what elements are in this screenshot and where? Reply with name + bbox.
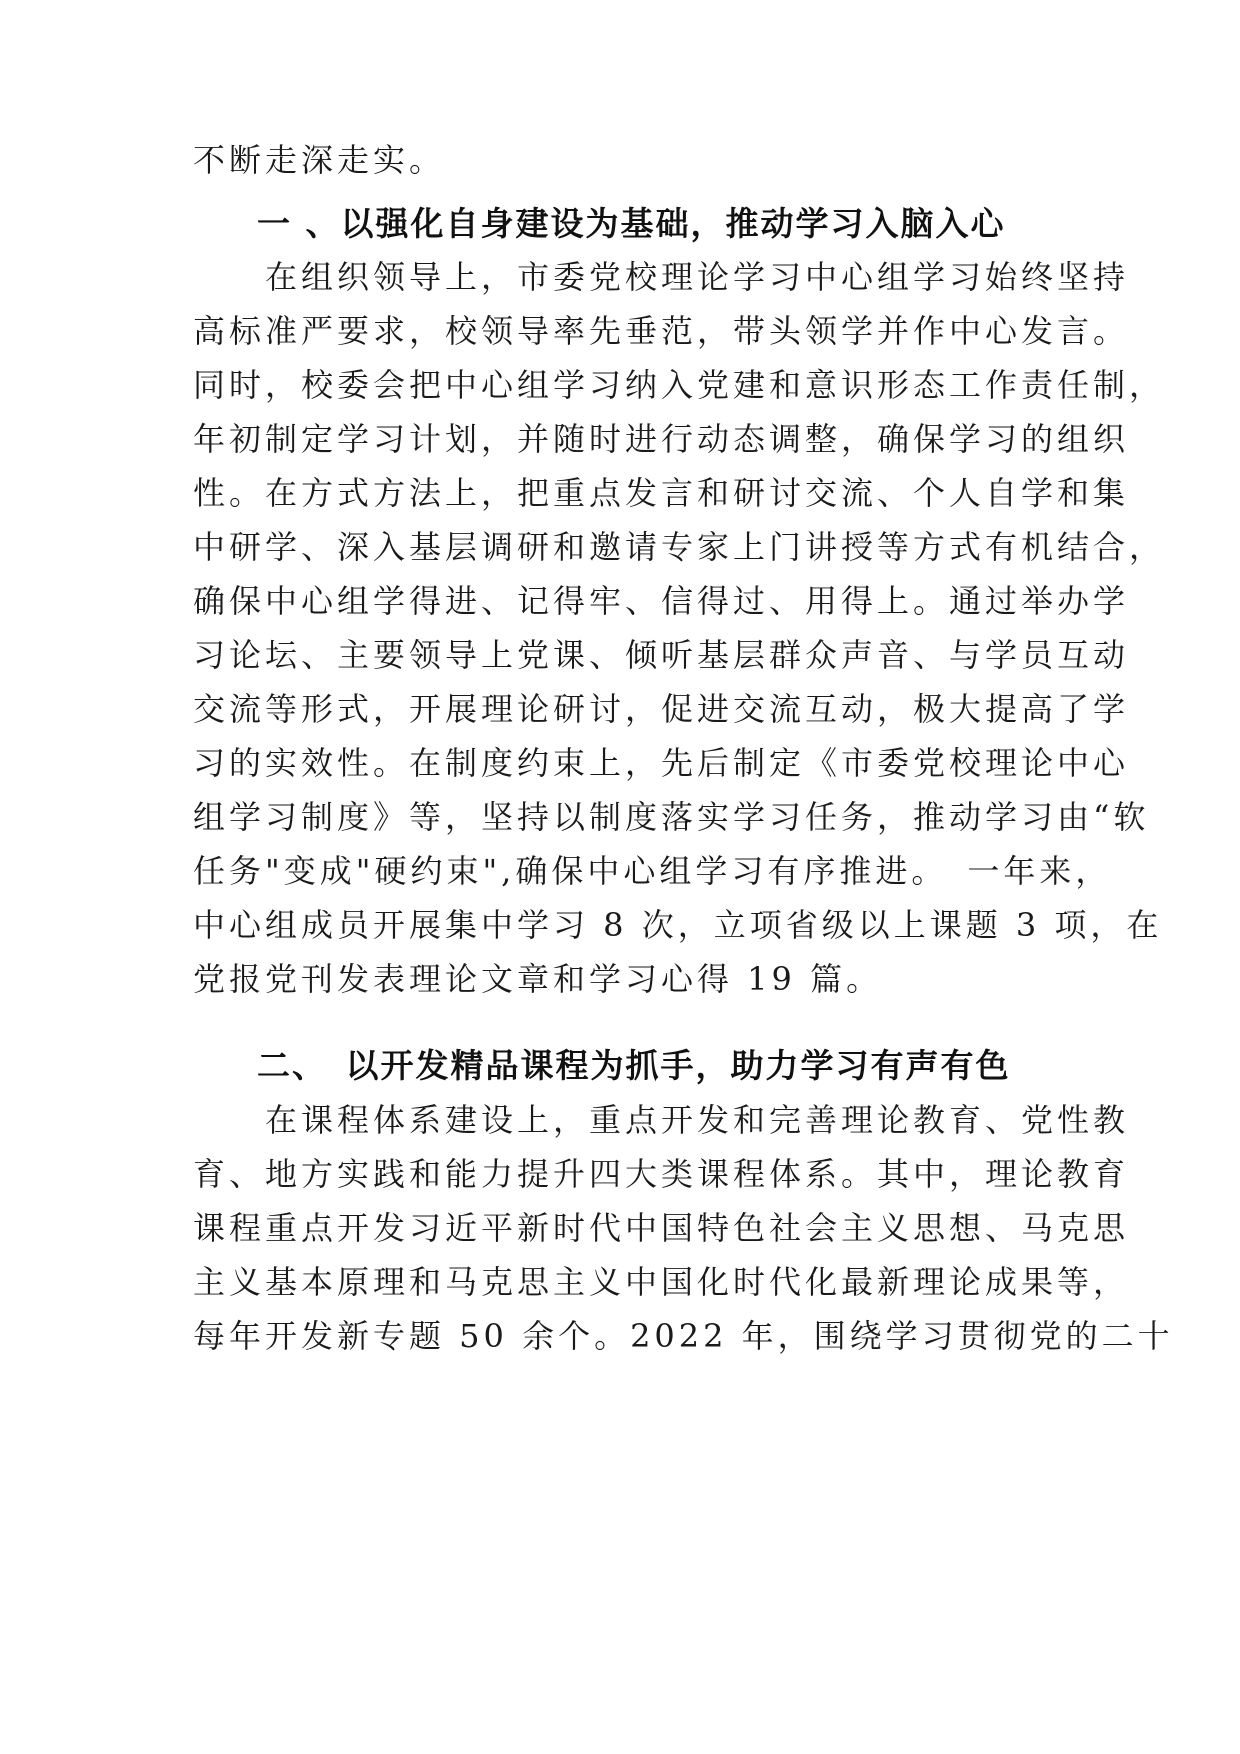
paragraph-line: 在课程体系建设上，重点开发和完善理论教育、党性教 [193,1101,1130,1139]
paragraph-line: 性。在方式方法上，把重点发言和研讨交流、个人自学和集 [193,474,1130,512]
paragraph-line: 年初制定学习计划，并随时进行动态调整，确保学习的组织 [193,420,1130,458]
paragraph-line: 同时，校委会把中心组学习纳入党建和意识形态工作责任制， [193,366,1166,404]
section-1-heading: 一 、以强化自身建设为基础，推动学习入脑入心 [257,204,1006,243]
paragraph-line: 高标准严要求，校领导率先垂范，带头领学并作中心发言。 [193,312,1130,350]
paragraph-line: 中心组成员开展集中学习 8 次，立项省级以上课题 3 项，在 [193,906,1163,944]
paragraph-line: 组学习制度》等，坚持以制度落实学习任务，推动学习由“软 [193,798,1150,836]
section-2-heading: 二、 以开发精品课程为抓手，助力学习有声有色 [257,1046,1011,1085]
paragraph-line: 课程重点开发习近平新时代中国特色社会主义思想、马克思 [193,1209,1130,1247]
paragraph-line: 每年开发新专题 50 余个。2022 年，围绕学习贯彻党的二十 [193,1317,1174,1355]
paragraph-line: 育、地方实践和能力提升四大类课程体系。其中，理论教育 [193,1155,1130,1193]
intro-line: 不断走深走实。 [193,141,446,179]
paragraph-line: 主义基本原理和马克思主义中国化时代化最新理论成果等， [193,1263,1130,1301]
paragraph-line: 交流等形式，开展理论研讨，促进交流互动，极大提高了学 [193,690,1130,728]
intro-paragraph [193,133,1061,187]
paragraph-line: 任务"变成"硬约束",确保中心组学习有序推进。 一年来， [193,852,1112,890]
paragraph-line: 确保中心组学得进、记得牢、信得过、用得上。通过举办学 [193,582,1130,620]
section-2-paragraph [193,1093,1174,1363]
paragraph-line: 在组织领导上，市委党校理论学习中心组学习始终坚持 [193,258,1130,296]
paragraph-line: 习论坛、主要领导上党课、倾听基层群众声音、与学员互动 [193,636,1130,674]
paragraph-line: 中研学、深入基层调研和邀请专家上门讲授等方式有机结合， [193,528,1166,566]
paragraph-line: 党报党刊发表理论文章和学习心得 19 篇。 [193,960,883,998]
paragraph-line: 习的实效性。在制度约束上，先后制定《市委党校理论中心 [193,744,1130,782]
section-1-paragraph [193,250,1166,1006]
